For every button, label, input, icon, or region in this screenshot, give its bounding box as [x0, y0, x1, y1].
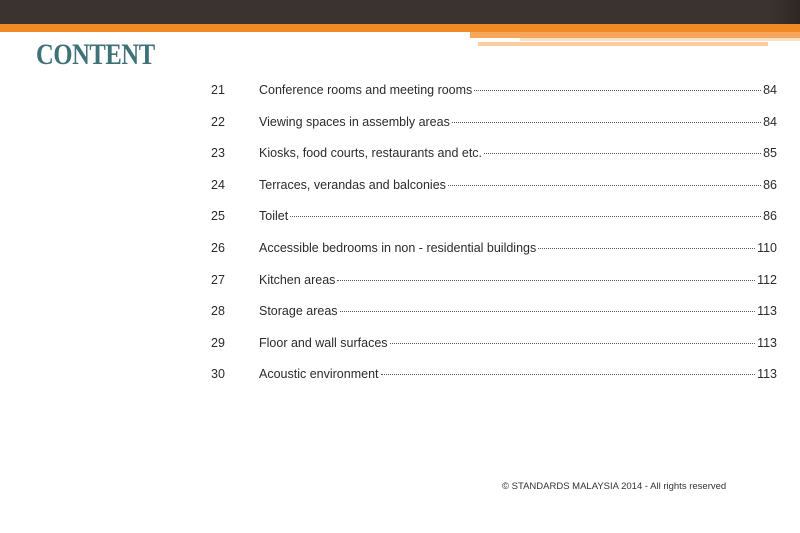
toc-entry-title: Acoustic environment: [259, 367, 379, 382]
toc-entry: [211, 206, 777, 238]
toc-dot-leader: [390, 343, 756, 344]
toc-entry: [211, 364, 777, 396]
header-orange-band: [0, 24, 800, 32]
toc-entry-number: 22: [211, 114, 225, 129]
toc-entry-page: 84: [763, 83, 777, 97]
toc-entry-title: Terraces, verandas and balconies: [259, 177, 446, 192]
toc-entry-page: 84: [763, 114, 777, 129]
toc-dot-leader: [484, 153, 761, 154]
toc-entry: [211, 333, 777, 365]
toc-entry-page: 113: [757, 304, 777, 319]
toc-dot-leader: [448, 185, 761, 186]
toc-entry: [211, 270, 777, 302]
header-dark-band: [0, 0, 800, 24]
toc-entry-number: 28: [211, 304, 225, 319]
toc-entry-page: 113: [757, 367, 777, 382]
toc-entry: [211, 238, 777, 270]
toc-entry-number: 27: [211, 272, 225, 287]
toc-entry-page: 113: [757, 335, 777, 350]
header-orange-accent-light: [478, 42, 768, 46]
toc-entry-title: Viewing spaces in assembly areas: [259, 114, 450, 129]
toc-dot-leader: [474, 90, 761, 91]
toc-entry-title: Floor and wall surfaces: [259, 335, 388, 350]
toc-dot-leader: [340, 311, 756, 312]
toc-dot-leader: [337, 280, 755, 281]
toc-entry-title: Accessible bedrooms in non - residential buildings: [259, 240, 537, 255]
toc-entry-number: 21: [211, 83, 225, 97]
toc-dot-leader: [381, 374, 756, 375]
toc-entry: [211, 301, 777, 333]
toc-entry: [211, 143, 777, 175]
toc-entry-page: 86: [763, 209, 777, 224]
toc-entry-title: Conference rooms and meeting rooms: [259, 83, 473, 97]
toc-entry-number: 30: [211, 367, 225, 382]
header-orange-accent-faint: [520, 38, 800, 41]
toc-entry: [211, 80, 777, 112]
page-title: CONTENT: [36, 38, 155, 71]
toc-entry-number: 25: [211, 209, 225, 224]
toc-entry-title: Toilet: [259, 209, 289, 224]
table-of-contents: [211, 80, 777, 396]
toc-entry-page: 110: [757, 240, 777, 255]
toc-dot-leader: [538, 248, 755, 249]
toc-entry-number: 23: [211, 146, 225, 161]
toc-entry-page: 86: [763, 177, 777, 192]
toc-entry-title: Storage areas: [259, 304, 338, 319]
toc-entry-number: 24: [211, 177, 225, 192]
toc-entry-page: 85: [763, 146, 777, 161]
toc-entry-title: Kitchen areas: [259, 272, 336, 287]
toc-entry: [211, 175, 777, 207]
toc-entry-page: 112: [757, 272, 777, 287]
toc-dot-leader: [290, 216, 761, 217]
toc-entry-title: Kiosks, food courts, restaurants and etc.: [259, 146, 483, 161]
toc-entry-number: 29: [211, 335, 225, 350]
toc-dot-leader: [452, 122, 761, 123]
toc-entry: [211, 112, 777, 144]
copyright-footer: © STANDARDS MALAYSIA 2014 - All rights reserved: [502, 481, 727, 492]
toc-entry-number: 26: [211, 240, 225, 255]
